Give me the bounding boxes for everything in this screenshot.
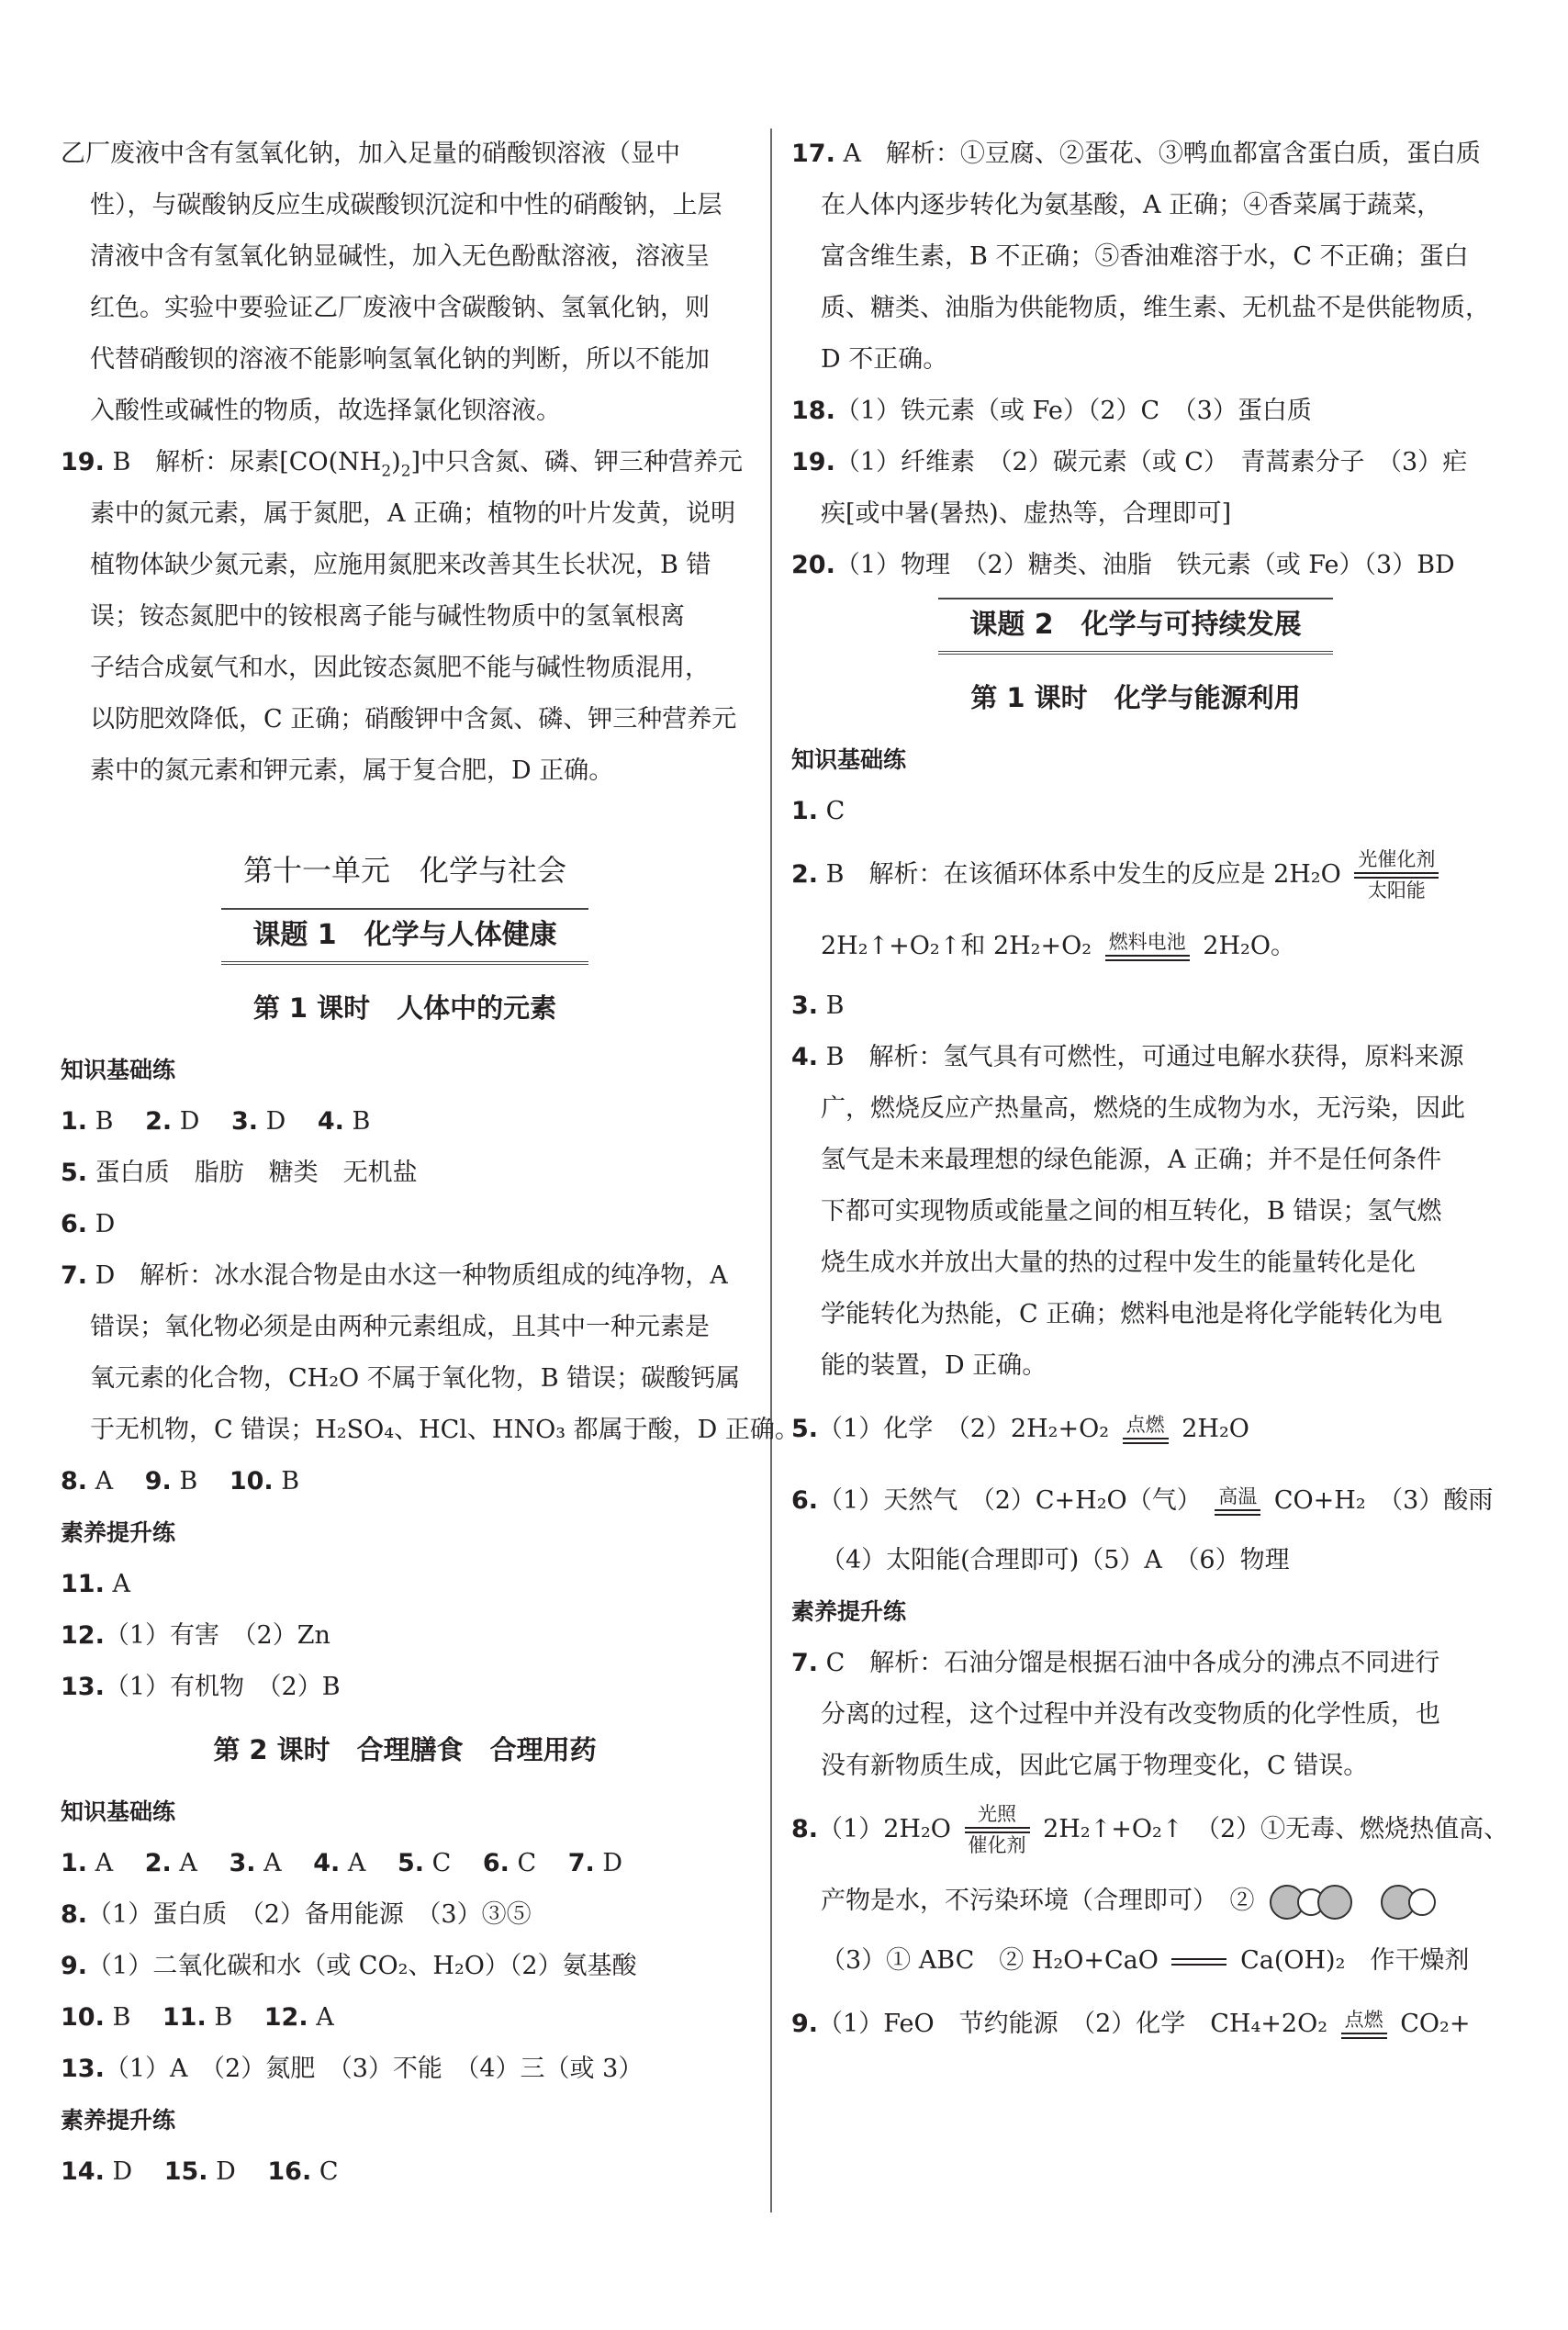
section-heading: 知识基础练 xyxy=(61,1057,176,1083)
unit-title: 第十一单元 化学与社会 xyxy=(242,853,566,888)
reaction-condition: 高温 xyxy=(1215,1487,1260,1516)
text-line: 氧元素的化合物，CH₂O 不属于氧化物，B 错误；碳酸钙属 xyxy=(90,1364,741,1393)
text-line: 在人体内逐步转化为氨基酸，A 正确；④香菜属于蔬菜， xyxy=(821,191,1442,219)
answer-9: 9.（1）FeO 节约能源 （2）化学 CH₄+2O₂ 点燃 CO₂+ xyxy=(791,2009,1471,2038)
text-line: 入酸性或碱性的物质，故选择氯化钡溶液。 xyxy=(90,397,561,425)
text-line: 氢气是未来最理想的绿色能源，A 正确；并不是任何条件 xyxy=(821,1146,1442,1174)
section-heading: 素养提升练 xyxy=(61,1519,176,1546)
answer-13: 13.（1）有机物 （2）B xyxy=(61,1673,341,1701)
text-line: （3）① ABC ② H₂O+CaO Ca(OH)₂ 作干燥剂 xyxy=(821,1946,1470,1975)
text-line: 误；铵态氮肥中的铵根离子能与碱性物质中的氢氧根离 xyxy=(90,602,685,631)
answer-row: 10. B 11. B 12. A xyxy=(61,2003,334,2032)
answer-5: 5.（1）化学 （2）2H₂+O₂ 点燃 2H₂O xyxy=(791,1414,1249,1443)
text-line: 烧生成水并放出大量的热的过程中发生的能量转化是化 xyxy=(821,1249,1416,1277)
answer-17: 17. A 解析：①豆腐、②蛋花、③鸭血都富含蛋白质，蛋白质 xyxy=(791,140,1481,168)
answer-1: 1. C xyxy=(791,797,846,825)
answer-7: 7. D 解析：冰水混合物是由水这一种物质组成的纯净物，A xyxy=(61,1261,728,1290)
text-line: 能的装置，D 正确。 xyxy=(821,1351,1047,1380)
answer-19: 19.（1）纤维素 （2）碳元素（或 C） 青蒿素分子 （3）疟 xyxy=(791,448,1468,476)
answer-row: 1. A 2. A 3. A 4. A 5. C 6. C 7. D xyxy=(61,1849,623,1877)
right-column xyxy=(791,129,1509,2058)
answer-9: 9.（1）二氧化碳和水（或 CO₂、H₂O）（2）氨基酸 xyxy=(61,1952,637,1980)
answer-6: 6. D xyxy=(61,1210,116,1238)
answer-11: 11. A xyxy=(61,1570,130,1598)
text-line: 产物是水，不污染环境（合理即可） ② xyxy=(791,1864,1480,1935)
molecule-model-icon xyxy=(1270,1865,1352,1940)
text-line: 没有新物质生成，因此它属于物理变化，C 错误。 xyxy=(821,1752,1369,1780)
text-line: 疾[或中暑(暑热)、虚热等，合理即可] xyxy=(821,499,1232,528)
answer-3: 3. B xyxy=(791,991,845,1020)
text-line: 广，燃烧反应产热量高，燃烧的生成物为水，无污染，因此 xyxy=(821,1094,1465,1123)
section-heading: 素养提升练 xyxy=(61,2107,176,2134)
answer-8: 8.（1）蛋白质 （2）备用能源 （3）③⑤ xyxy=(61,1900,532,1929)
answer-2: 2. B 解析：在该循环体系中发生的反应是 2H₂O 光催化剂 太阳能 xyxy=(791,837,1480,909)
answer-8: 8.（1）2H₂O 光照 催化剂 2H₂↑+O₂↑ （2）①无毒、燃烧热值高、 xyxy=(791,1803,1509,1856)
text-line: 子结合成氨气和水，因此铵态氮肥不能与碱性物质混用， xyxy=(90,654,710,682)
text-line: D 不正确。 xyxy=(821,345,948,374)
answer-20: 20.（1）物理 （2）糖类、油脂 铁元素（或 Fe）（3）BD xyxy=(791,551,1455,579)
answer-12: 12.（1）有害 （2）Zn xyxy=(61,1621,330,1650)
answer-7: 7. C 解析：石油分馏是根据石油中各成分的沸点不同进行 xyxy=(791,1649,1440,1677)
section-heading: 素养提升练 xyxy=(791,1598,907,1625)
answer-row: 14. D 15. D 16. C xyxy=(61,2157,339,2186)
answer-13: 13.（1）A （2）氮肥 （3）不能 （4）三（或 3） xyxy=(61,2055,644,2083)
text-line: 质、糖类、油脂为供能物质，维生素、无机盐不是供能物质， xyxy=(821,294,1490,322)
text-line: 分离的过程，这个过程中并没有改变物质的化学性质，也 xyxy=(821,1700,1440,1729)
lesson-title: 第 1 课时 化学与能源利用 xyxy=(970,682,1301,713)
column-divider xyxy=(770,129,772,2212)
text-line: 植物体缺少氮元素，应施用氮肥来改善其生长状况，B 错 xyxy=(90,551,711,579)
text-line: 清液中含有氢氧化钠显碱性，加入无色酚酞溶液，溶液呈 xyxy=(90,242,710,271)
text-line: 下都可实现物质或能量之间的相互转化，B 错误；氢气燃 xyxy=(821,1197,1442,1226)
molecule-model-icon xyxy=(1381,1865,1436,1940)
lesson-title: 第 1 课时 人体中的元素 xyxy=(252,992,557,1024)
text-line: 性），与碳酸钠反应生成碳酸钡沉淀和中性的硝酸钠，上层 xyxy=(90,191,722,219)
text-line: （4）太阳能(合理即可)（5）A （6）物理 xyxy=(821,1546,1290,1574)
text-line: 于无机物，C 错误；H₂SO₄、HCl、HNO₃ 都属于酸，D 正确。 xyxy=(90,1416,800,1444)
text-line: 错误；氧化物必须是由两种元素组成，且其中一种元素是 xyxy=(90,1313,710,1341)
text-line: 以防肥效降低，C 正确；硝酸钾中含氮、磷、钾三种营养元 xyxy=(90,705,737,734)
text-line: 素中的氮元素和钾元素，属于复合肥，D 正确。 xyxy=(90,756,614,785)
answer-row: 8. A 9. B 10. B xyxy=(61,1467,300,1495)
text-line: 2H₂↑+O₂↑和 2H₂+O₂ 燃料电池 2H₂O。 xyxy=(821,931,1295,960)
text-line: 富含维生素，B 不正确；⑤香油难溶于水，C 不正确；蛋白 xyxy=(821,242,1469,271)
topic-title: 课题 2 化学与可持续发展 xyxy=(791,597,1480,661)
left-column xyxy=(61,129,800,2198)
text-line: 红色。实验中要验证乙厂废液中含碳酸钠、氢氧化钠，则 xyxy=(90,294,710,322)
section-heading: 知识基础练 xyxy=(791,746,907,773)
text-line: 乙厂废液中含有氢氧化钠，加入足量的硝酸钡溶液（显中 xyxy=(61,140,680,168)
reaction-condition: 光催化剂 太阳能 xyxy=(1354,850,1439,901)
answer-18: 18.（1）铁元素（或 Fe）（2）C （3）蛋白质 xyxy=(791,397,1312,425)
answer-19: 19. B 解析：尿素$[CO(NH_2)_2]$中只含氮、磷、钾三种营养元 xyxy=(61,448,744,481)
answer-5: 5. 蛋白质 脂肪 糖类 无机盐 xyxy=(61,1159,418,1187)
reaction-condition: 点燃 xyxy=(1341,2011,1387,2039)
lesson-title: 第 2 课时 合理膳食 合理用药 xyxy=(213,1734,597,1765)
topic-title: 课题 1 化学与人体健康 xyxy=(61,907,749,971)
text-line: 代替硝酸钡的溶液不能影响氢氧化钠的判断，所以不能加 xyxy=(90,345,710,374)
answer-6: 6.（1）天然气 （2）C+H₂O（气） 高温 CO+H₂ （3）酸雨 xyxy=(791,1485,1494,1515)
answer-row: 1. B 2. D 3. D 4. B xyxy=(61,1107,371,1136)
text-line: 学能转化为热能，C 正确；燃料电池是将化学能转化为电 xyxy=(821,1300,1443,1328)
reaction-condition: 燃料电池 xyxy=(1105,933,1190,961)
equals-sign xyxy=(1171,1958,1226,1966)
answer-4: 4. B 解析：氢气具有可燃性，可通过电解水获得，原料来源 xyxy=(791,1043,1464,1071)
reaction-condition: 光照 催化剂 xyxy=(965,1805,1030,1855)
reaction-condition: 点燃 xyxy=(1123,1416,1169,1444)
text-line: 素中的氮元素，属于氮肥，A 正确；植物的叶片发黄，说明 xyxy=(90,499,736,528)
section-heading: 知识基础练 xyxy=(61,1798,176,1825)
